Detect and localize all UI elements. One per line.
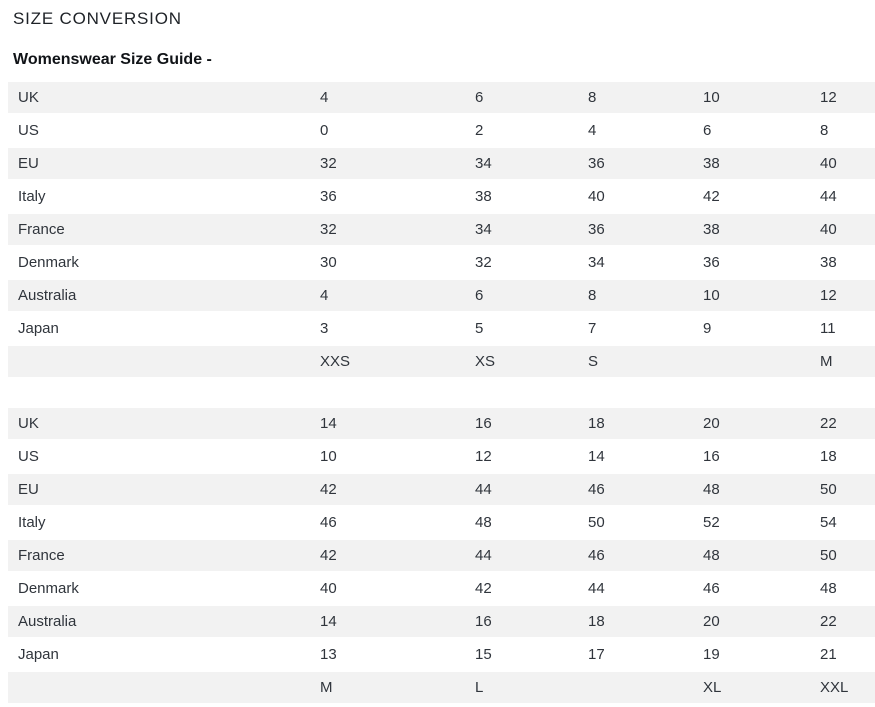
size-cell: 17 bbox=[578, 639, 693, 672]
row-label: EU bbox=[8, 474, 310, 507]
size-cell: 36 bbox=[693, 247, 810, 280]
row-label bbox=[8, 346, 310, 379]
size-cell: 10 bbox=[693, 82, 810, 115]
size-cell: 34 bbox=[465, 148, 578, 181]
size-cell: 54 bbox=[810, 507, 875, 540]
size-cell: 21 bbox=[810, 639, 875, 672]
row-label: Japan bbox=[8, 639, 310, 672]
size-table-large-wrap bbox=[8, 408, 875, 705]
size-cell: 46 bbox=[578, 540, 693, 573]
table-row bbox=[8, 507, 875, 540]
guide-subtitle: Womenswear Size Guide - bbox=[13, 51, 212, 68]
size-cell: 8 bbox=[810, 115, 875, 148]
size-table-small-body bbox=[8, 82, 875, 379]
table-row bbox=[8, 346, 875, 379]
size-cell: 19 bbox=[693, 639, 810, 672]
size-cell: 32 bbox=[465, 247, 578, 280]
row-label: Italy bbox=[8, 507, 310, 540]
table-row bbox=[8, 247, 875, 280]
table-row bbox=[8, 606, 875, 639]
table-row bbox=[8, 408, 875, 441]
row-label bbox=[8, 672, 310, 705]
size-cell: 4 bbox=[578, 115, 693, 148]
table-row bbox=[8, 280, 875, 313]
size-cell: 18 bbox=[810, 441, 875, 474]
size-cell: L bbox=[465, 672, 578, 705]
table-row bbox=[8, 82, 875, 115]
size-cell: 22 bbox=[810, 408, 875, 441]
size-cell: S bbox=[578, 346, 693, 379]
row-label: Australia bbox=[8, 606, 310, 639]
size-cell: 22 bbox=[810, 606, 875, 639]
size-cell: 50 bbox=[578, 507, 693, 540]
size-cell: 6 bbox=[465, 82, 578, 115]
table-row bbox=[8, 540, 875, 573]
size-cell: 48 bbox=[465, 507, 578, 540]
row-label: US bbox=[8, 441, 310, 474]
size-cell: 15 bbox=[465, 639, 578, 672]
size-cell: 4 bbox=[310, 82, 465, 115]
table-row bbox=[8, 115, 875, 148]
row-label: Denmark bbox=[8, 247, 310, 280]
size-table-large-body bbox=[8, 408, 875, 705]
size-cell: 12 bbox=[810, 280, 875, 313]
size-cell: 44 bbox=[465, 474, 578, 507]
size-cell: M bbox=[310, 672, 465, 705]
size-conversion-table-large bbox=[8, 408, 875, 705]
size-cell: 44 bbox=[578, 573, 693, 606]
size-cell: XS bbox=[465, 346, 578, 379]
row-label: Australia bbox=[8, 280, 310, 313]
row-label: UK bbox=[8, 408, 310, 441]
size-cell: 8 bbox=[578, 280, 693, 313]
size-cell: 20 bbox=[693, 408, 810, 441]
table-row bbox=[8, 148, 875, 181]
size-cell: 52 bbox=[693, 507, 810, 540]
size-cell: 42 bbox=[465, 573, 578, 606]
size-cell: 8 bbox=[578, 82, 693, 115]
size-cell: 40 bbox=[810, 148, 875, 181]
size-cell: 6 bbox=[693, 115, 810, 148]
size-cell: 40 bbox=[310, 573, 465, 606]
size-cell: 14 bbox=[310, 408, 465, 441]
table-row bbox=[8, 214, 875, 247]
size-cell: 0 bbox=[310, 115, 465, 148]
size-cell: 46 bbox=[578, 474, 693, 507]
size-cell: 5 bbox=[465, 313, 578, 346]
size-cell: 50 bbox=[810, 474, 875, 507]
size-cell: 10 bbox=[310, 441, 465, 474]
size-cell: 16 bbox=[465, 408, 578, 441]
row-label: UK bbox=[8, 82, 310, 115]
size-cell: 42 bbox=[310, 540, 465, 573]
size-cell: 16 bbox=[465, 606, 578, 639]
size-cell: 16 bbox=[693, 441, 810, 474]
size-cell: XL bbox=[693, 672, 810, 705]
table-row bbox=[8, 672, 875, 705]
size-cell: 38 bbox=[693, 148, 810, 181]
size-cell: XXS bbox=[310, 346, 465, 379]
size-cell: 34 bbox=[465, 214, 578, 247]
size-table-small-wrap bbox=[8, 82, 875, 379]
table-row bbox=[8, 573, 875, 606]
size-cell: 40 bbox=[810, 214, 875, 247]
size-cell: 12 bbox=[810, 82, 875, 115]
size-cell: 2 bbox=[465, 115, 578, 148]
size-cell: 32 bbox=[310, 148, 465, 181]
row-label: France bbox=[8, 214, 310, 247]
size-cell: 36 bbox=[578, 148, 693, 181]
size-cell: 18 bbox=[578, 408, 693, 441]
size-cell: 38 bbox=[465, 181, 578, 214]
size-cell: 48 bbox=[810, 573, 875, 606]
size-cell: 12 bbox=[465, 441, 578, 474]
size-cell: 7 bbox=[578, 313, 693, 346]
size-cell: 46 bbox=[310, 507, 465, 540]
size-cell: 36 bbox=[310, 181, 465, 214]
size-cell: 38 bbox=[810, 247, 875, 280]
size-cell bbox=[693, 346, 810, 379]
size-cell: 14 bbox=[310, 606, 465, 639]
page-title: SIZE CONVERSION bbox=[13, 9, 182, 28]
table-row bbox=[8, 474, 875, 507]
size-cell: 36 bbox=[578, 214, 693, 247]
size-cell: 3 bbox=[310, 313, 465, 346]
row-label: Italy bbox=[8, 181, 310, 214]
size-cell: 42 bbox=[693, 181, 810, 214]
size-conversion-table-small bbox=[8, 82, 875, 379]
table-row bbox=[8, 313, 875, 346]
size-cell: 44 bbox=[810, 181, 875, 214]
row-label: Japan bbox=[8, 313, 310, 346]
size-cell: 38 bbox=[693, 214, 810, 247]
table-row bbox=[8, 181, 875, 214]
size-cell: 48 bbox=[693, 474, 810, 507]
size-cell: 14 bbox=[578, 441, 693, 474]
size-cell: 9 bbox=[693, 313, 810, 346]
size-cell: 34 bbox=[578, 247, 693, 280]
size-cell: 50 bbox=[810, 540, 875, 573]
size-cell bbox=[578, 672, 693, 705]
row-label: Denmark bbox=[8, 573, 310, 606]
row-label: US bbox=[8, 115, 310, 148]
size-cell: XXL bbox=[810, 672, 875, 705]
size-cell: 48 bbox=[693, 540, 810, 573]
size-cell: M bbox=[810, 346, 875, 379]
size-cell: 4 bbox=[310, 280, 465, 313]
size-cell: 10 bbox=[693, 280, 810, 313]
size-cell: 42 bbox=[310, 474, 465, 507]
table-row bbox=[8, 441, 875, 474]
size-cell: 13 bbox=[310, 639, 465, 672]
table-row bbox=[8, 639, 875, 672]
size-cell: 44 bbox=[465, 540, 578, 573]
size-cell: 18 bbox=[578, 606, 693, 639]
size-cell: 46 bbox=[693, 573, 810, 606]
size-cell: 32 bbox=[310, 214, 465, 247]
size-cell: 40 bbox=[578, 181, 693, 214]
size-cell: 20 bbox=[693, 606, 810, 639]
size-cell: 11 bbox=[810, 313, 875, 346]
size-cell: 30 bbox=[310, 247, 465, 280]
row-label: EU bbox=[8, 148, 310, 181]
row-label: France bbox=[8, 540, 310, 573]
size-cell: 6 bbox=[465, 280, 578, 313]
